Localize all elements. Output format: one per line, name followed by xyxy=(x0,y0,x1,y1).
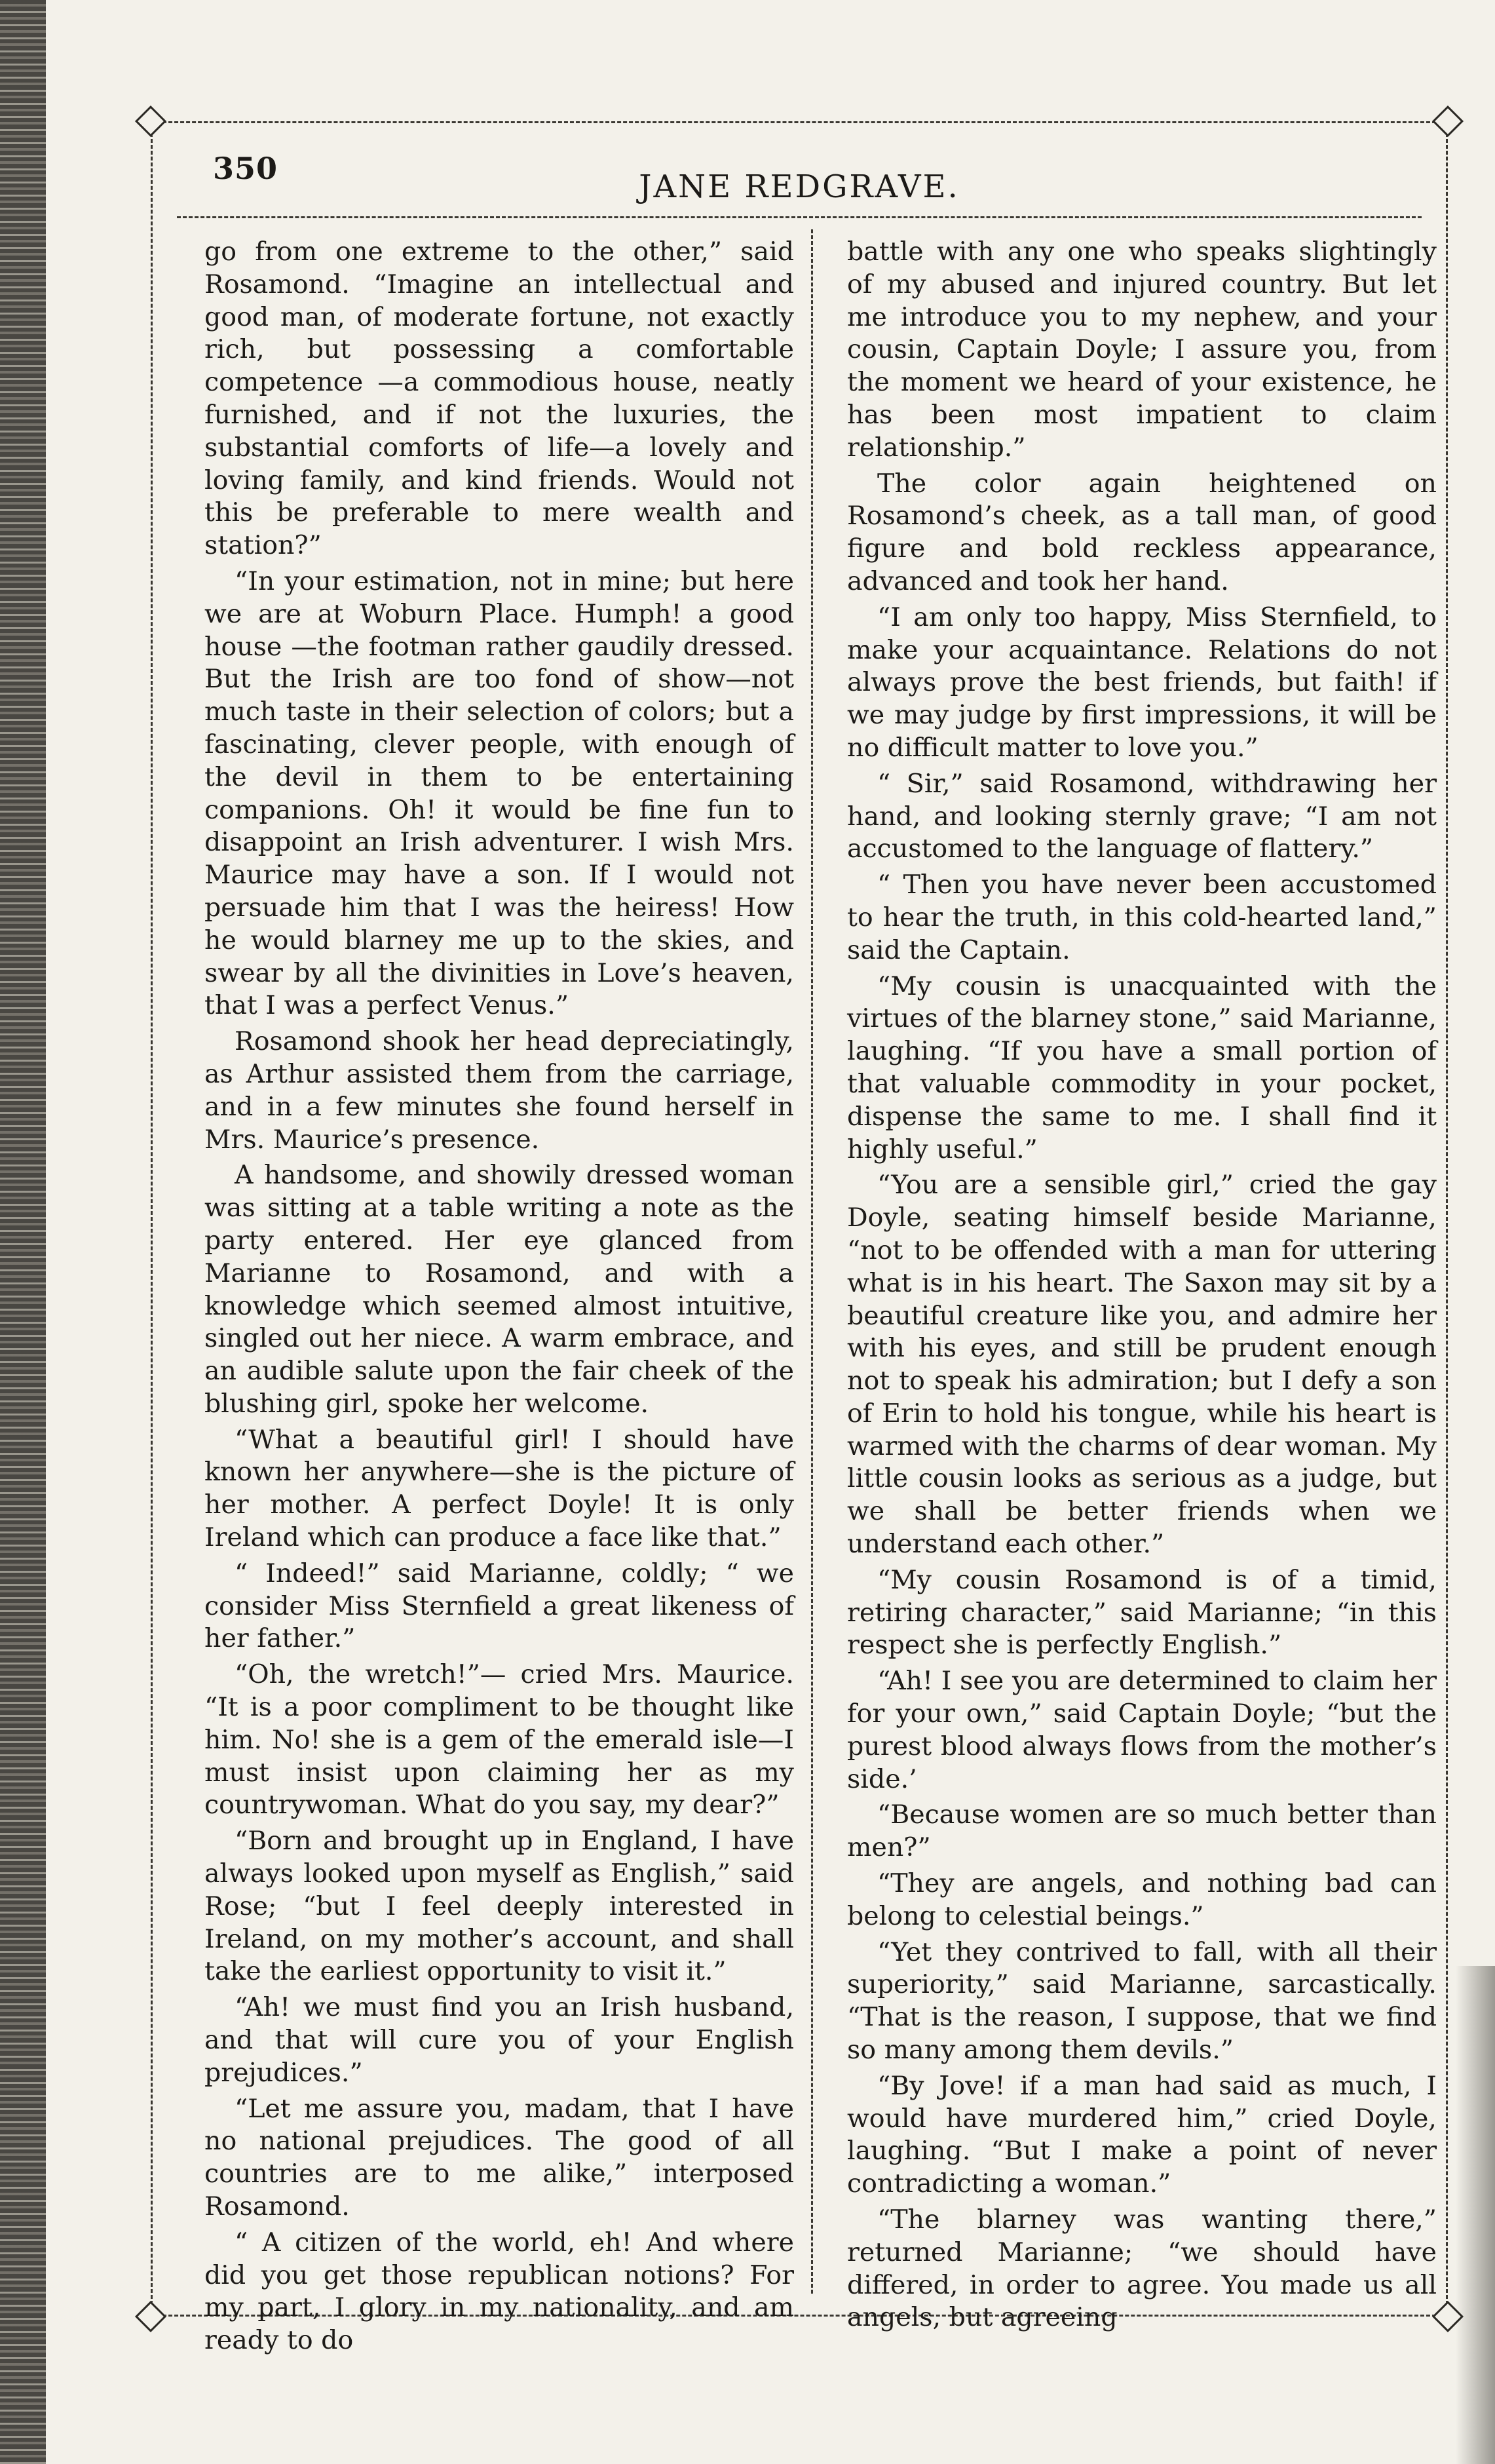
paragraph: “I am only too happy, Miss Sternfield, to make your acquaintance. Relations do not always prove the best friends, but faith! if we may judge by first impressions, it will be no difficult matter to love you.” xyxy=(847,602,1437,763)
right-border-rule xyxy=(1446,121,1448,2317)
top-border-rule xyxy=(151,121,1448,123)
corner-ornament-bottom-left xyxy=(135,2301,166,2332)
paragraph: “My cousin Rosamond is of a timid, retiring character,” said Marianne; “in this respect she is perfectly English.” xyxy=(847,1564,1437,1661)
page-frame xyxy=(151,121,1448,2356)
column-divider xyxy=(811,229,813,2294)
paragraph: “ Sir,” said Rosamond, withdrawing her hand, and looking sternly grave; “I am not accustomed to the language of flattery.” xyxy=(847,768,1437,864)
left-border-rule xyxy=(151,121,153,2317)
paragraph: “Ah! I see you are determined to claim her for your own,” said Captain Doyle; “but the purest blood always flows from the mother’s side.’ xyxy=(847,1666,1437,1794)
paragraph: Rosamond shook her head depreciatingly, as Arthur assisted them from the carriage, and in a few minutes she found herself in Mrs. Maurice’s presence. xyxy=(204,1026,794,1155)
paragraph: “ A citizen of the world, eh! And where did you get those republican notions? For my part, I glory in my nationality, and am ready to do xyxy=(204,2227,794,2356)
paragraph: “The blarney was wanting there,” returned Marianne; “we should have differed, in order to agree. You made us all angels, but agreeing xyxy=(847,2204,1437,2333)
paragraph: “Because women are so much better than men?” xyxy=(847,1800,1437,1863)
paragraph: “By Jove! if a man had said as much, I would have murdered him,” cried Doyle, laughing. “But I make a point of never contradicting a woman.” xyxy=(847,2070,1437,2199)
paragraph: “In your estimation, not in mine; but here we are at Woburn Place. Humph! a good house —the footman rather gaudily dressed. But the Irish are too fond of show—not much taste in their selection of colors; but a fascinating, clever people, with enough of the devil in them to be entertaining companions. Oh! it would be fine fun to disappoint an Irish adventurer. I wish Mrs. Maurice may have a son. If I would not persuade him that I was the heiress! How he would blarney me up to the skies, and swear by all the divinities in Love’s heaven, that I was a perfect Venus.” xyxy=(204,566,794,1021)
paragraph: “ Then you have never been accustomed to hear the truth, in this cold-hearted land,” said the Captain. xyxy=(847,870,1437,965)
paragraph: The color again heightened on Rosamond’s cheek, as a tall man, of good figure and bold reckless appearance, advanced and took her hand. xyxy=(847,468,1437,596)
paragraph: “Oh, the wretch!”— cried Mrs. Maurice. “It is a poor compliment to be thought like him. No! she is a gem of the emerald isle—I must insist upon claiming her as my countrywoman. What do you say, my dear?” xyxy=(204,1659,794,1820)
page-number: 350 xyxy=(213,151,278,186)
page-edge-shadow xyxy=(1456,1966,1495,2464)
page-binding-edge xyxy=(0,0,46,2464)
running-title: JANE REDGRAVE. xyxy=(639,168,960,205)
left-column xyxy=(204,236,794,2356)
paragraph: A handsome, and showily dressed woman was sitting at a table writing a note as the party entered. Her eye glanced from Marianne to Rosamond, and with a knowledge which seemed almost intuitive, singled out her niece. A warm embrace, and an audible salute upon the fair cheek of the blushing girl, spoke her welcome. xyxy=(204,1160,794,1419)
paragraph: “What a beautiful girl! I should have known her anywhere—she is the picture of her mother. A perfect Doyle! It is only Ireland which can produce a face like that.” xyxy=(204,1424,794,1553)
paragraph: “Let me assure you, madam, that I have no national prejudices. The good of all countries are to me alike,” interposed Rosamond. xyxy=(204,2093,794,2222)
paragraph: “Ah! we must find you an Irish husband, and that will cure you of your English prejudices.” xyxy=(204,1992,794,2088)
right-column xyxy=(847,236,1437,2333)
paragraph: “You are a sensible girl,” cried the gay Doyle, seating himself beside Marianne, “not to be offended with a man for uttering what is in his heart. The Saxon may sit by a beautiful creature like you, and admire her with his eyes, and still be prudent enough not to speak his admiration; but I defy a son of Erin to hold his tongue, while his heart is warmed with the charms of dear woman. My little cousin looks as serious as a judge, but we shall be better friends when we understand each other.” xyxy=(847,1170,1437,1560)
corner-ornament-top-left xyxy=(135,106,166,137)
paragraph: “ Indeed!” said Marianne, coldly; “ we consider Miss Sternfield a great likeness of her father.” xyxy=(204,1558,794,1654)
paragraph: “Born and brought up in England, I have always looked upon myself as English,” said Rose; “but I feel deeply interested in Ireland, on my mother’s account, and shall take the earliest opportunity to visit it.” xyxy=(204,1826,794,1987)
corner-ornament-top-right xyxy=(1432,106,1464,137)
paragraph: “They are angels, and nothing bad can belong to celestial beings.” xyxy=(847,1868,1437,1931)
paragraph: “Yet they contrived to fall, with all their superiority,” said Marianne, sarcastically. “That is the reason, I suppose, that we find so many among them devils.” xyxy=(847,1936,1437,2066)
paragraph: “My cousin is unacquainted with the virtues of the blarney stone,” said Marianne, laughing. “If you have a small portion of that valuable commodity in your pocket, dispense the same to me. I shall find it highly useful.” xyxy=(847,971,1437,1165)
header-rule xyxy=(177,216,1422,218)
paragraph: go from one extreme to the other,” said Rosamond. “Imagine an intellectual and good man, of moderate fortune, not exactly rich, but possessing a comfortable competence —a commodious house, neatly furnished, and if not the luxuries, the substantial comforts of life—a lovely and loving family, and kind friends. Would not this be preferable to mere wealth and station?” xyxy=(204,237,794,561)
paragraph: battle with any one who speaks slightingly of my abused and injured country. But let me introduce you to my nephew, and your cousin, Captain Doyle; I assure you, from the moment we heard of your existence, he has been most impatient to claim relationship.” xyxy=(847,237,1437,463)
